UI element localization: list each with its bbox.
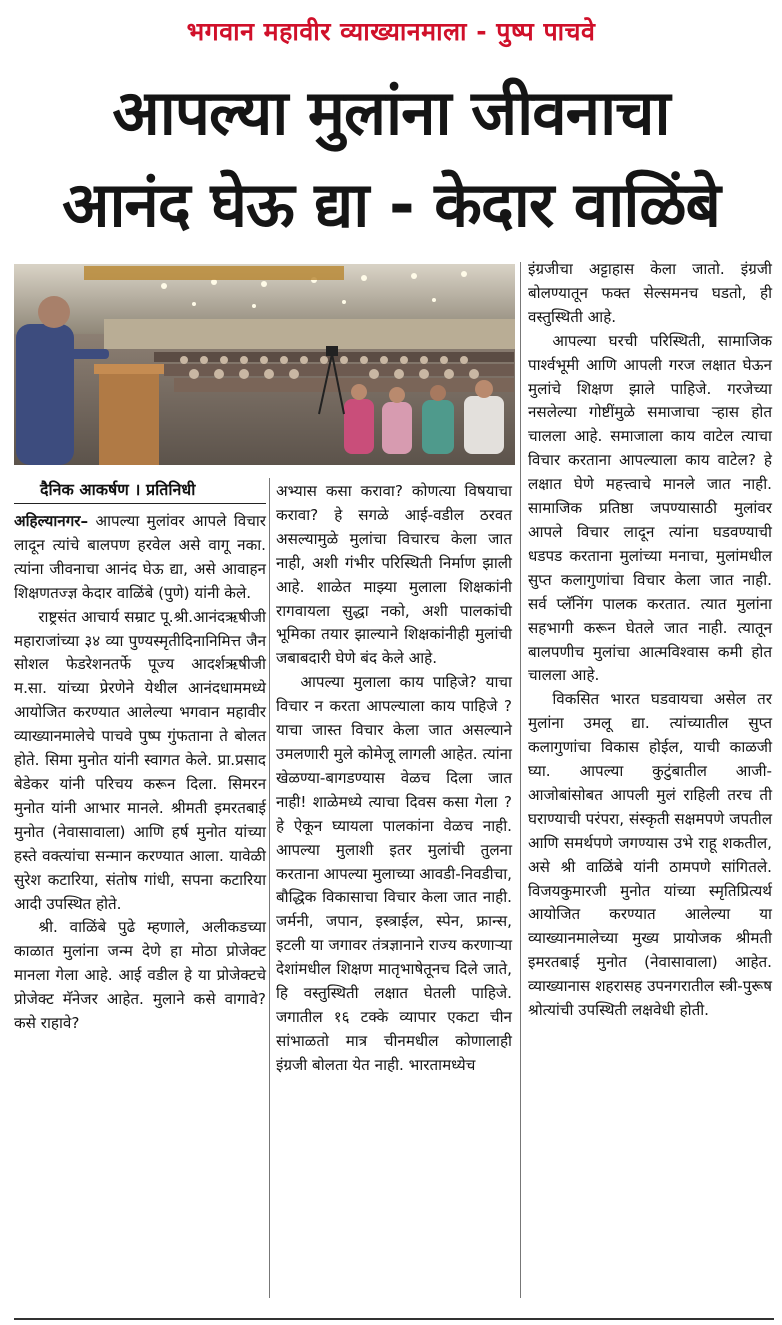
paragraph: आपल्या मुलाला काय पाहिजे? याचा विचार न करता आपल्याला काय पाहिजे ? याचा जास्त विचार केला जात असल्याने उमलणारी मुले कोमेजू लागली आहेत. त्यांना खेळण्या-बागडण्यास वेळच दिला जात नाही! शाळेमध्ये त्याचा दिवस कसा गेला ? हे ऐकून घ्यायला पालकांना वेळच नाही. आपल्या मुलाशी इतर मुलांची तुलना करताना आपल्या मुलाच्या आवडी-निवडीचा, बौद्धिक विकासाचा विचार केला जात नाही. जर्मनी, जपान, इस्त्राईल, स्पेन, फ्रान्स, इटली या जगावर तंत्रज्ञानाने राज्य करणाऱ्या देशांमधील शिक्षण मातृभाषेतूनच दिले जाते, हि वस्तुस्थिती लक्षात घेतली पाहिजे. जगातील १६ टक्के व्यापार एकटा चीन सांभाळतो मात्र चीनमधील कोणालाही इंग्रजी बोलता येत नाही. भारतामध्येच <box>276 673 512 1074</box>
column-divider <box>520 262 521 1298</box>
column-divider <box>269 478 270 1298</box>
headline-line-2: आनंद घेऊ द्या - केदार वाळिंबे <box>62 168 720 241</box>
section-kicker: भगवान महावीर व्याख्यानमाला - पुष्प पाचवे <box>186 17 596 46</box>
headline-line-1: आपल्या मुलांना जीवनाचा <box>112 76 670 149</box>
event-photo <box>14 264 515 465</box>
paragraph-text: आपल्या मुलांवर आपले विचार लादून त्यांचे बालपण हरवेल असे वागू नका. त्यांना जीवनाचा आनंद घेऊ द्या, असे आवाहन शिक्षणतज्ज्ञ केदार वाळिंबे (पुणे) यांनी केले. <box>14 512 266 602</box>
byline: दैनिक आकर्षण । प्रतिनिधी <box>40 480 196 499</box>
paragraph: आपल्या घरची परिस्थिती, सामाजिक पार्श्वभूमी आणि आपली गरज लक्षात घेऊन मुलांचे शिक्षण झाले पाहिजे. गरजेच्या नसलेल्या गोष्टींमुळे समाजाचा ऱ्हास होत चालला आहे. समाजाला काय वाटेल त्याचा विचार करताना आपल्याला काय वाटेल? हे लक्षात घेणे महत्त्वाचे मानले जात नाही. सामाजिक प्रतिष्ठा जपण्यासाठी मुलांवर आपले विचार लादून त्यांना घडवण्याची धडपड करताना मुलांच्या मनाचा, मुलांमधील सुप्त कलागुणांचा विचार केला जात नाही. सर्व प्लॅनिंग पालक करतात. त्यात मुलांना सहभागी करून घेतले जात नाही. त्यातून बालपणीच मुलांचा आत्मविश्वास कमी होत चालला आहे. <box>528 331 772 685</box>
dateline: अहिल्यानगर– <box>14 512 89 530</box>
paragraph: राष्ट्रसंत आचार्य सम्राट पू.श्री.आनंदऋषीजी महाराजांच्या ३४ व्या पुण्यस्मृतीदिनानिमित्त जैन सोशल फेडरेशनतर्फे पूज्य आदर्शऋषीजी म.सा. यांच्या प्रेरणेने येथील आनंदधाममध्ये आयोजित करण्यात आलेल्या भगवान महावीर व्याख्यानमालेचे पाचवे पुष्प गुंफताना ते बोलत होते. सिमा मुनोत यांनी स्वागत केले. प्रा.प्रसाद बेडेकर यांनी परिचय करून दिला. सिमरन मुनोत यांनी आभार मानले. श्रीमती इमरतबाई मुनोत (नेवासावाला) आणि हर्ष मुनोत यांच्या हस्ते वक्त्यांचा सन्मान करण्यात आला. यावेळी सुरेश कटारिया, संतोष गांधी, सपना कटारिया आदी उपस्थित होते. <box>14 607 266 913</box>
column-3 <box>528 258 772 1023</box>
paragraph: इंग्रजीचा अट्टाहास केला जातो. इंग्रजी बोलण्यातून फक्त सेल्समनच घडतो, ही वस्तुस्थिती आहे. <box>528 260 772 326</box>
column-2 <box>276 480 512 1078</box>
bottom-rule <box>14 1318 774 1320</box>
paragraph: अभ्यास कसा करावा? कोणत्या विषयाचा करावा? हे सगळे आई-वडील ठरवत असल्यामुळे मुलांचा विचारच केला जात नाही, अशी गंभीर परिस्थिती निर्माण झाली आहे. शाळेत माझ्या मुलाला शिक्षकांनी रागवायला सुद्धा नको, अशी पालकांची भूमिका तयार झाल्याने शिक्षकांनीही मुलांची जबाबदारी घेणे बंद केले आहे. <box>276 482 512 668</box>
byline-rule <box>14 503 266 504</box>
paragraph: विकसित भारत घडवायचा असेल तर मुलांना उमलू द्या. त्यांच्यातील सुप्त कलागुणांचा विकास होईल, याची काळजी घ्या. आपल्या कुटुंबातील आजी-आजोबांसोबत आपली मुलं राहिली तरच ती घराण्याची परंपरा, संस्कृती सक्षमपणे जपतील आणि समर्थपणे जगण्यास उभे राहू शकतील, असे श्री वाळिंबे यांनी ठामपणे सांगितले. विजयकुमारजी मुनोत यांच्या स्मृतिप्रित्यर्थ आयोजित करण्यात आलेल्या या व्याख्यानमालेच्या मुख्य प्रायोजक श्रीमती इमरतबाई मुनोत (नेवासावाला) आहेत. व्याख्यानास शहरासह उपनगरातील स्त्री-पुरूष श्रोत्यांची उपस्थिती लक्षवेधी होती. <box>528 690 772 1020</box>
paragraph: श्री. वाळिंबे पुढे म्हणाले, अलीकडच्या काळात मुलांना जन्म देणे हा मोठा प्रोजेक्ट मानला गेला आहे. आई वडील हे या प्रोजेक्टचे प्रोजेक्ट मॅनेजर आहेत. मुलाने कसे वागावे? कसे राहावे? <box>14 918 266 1033</box>
paragraph <box>14 510 266 606</box>
column-1 <box>14 510 266 1036</box>
